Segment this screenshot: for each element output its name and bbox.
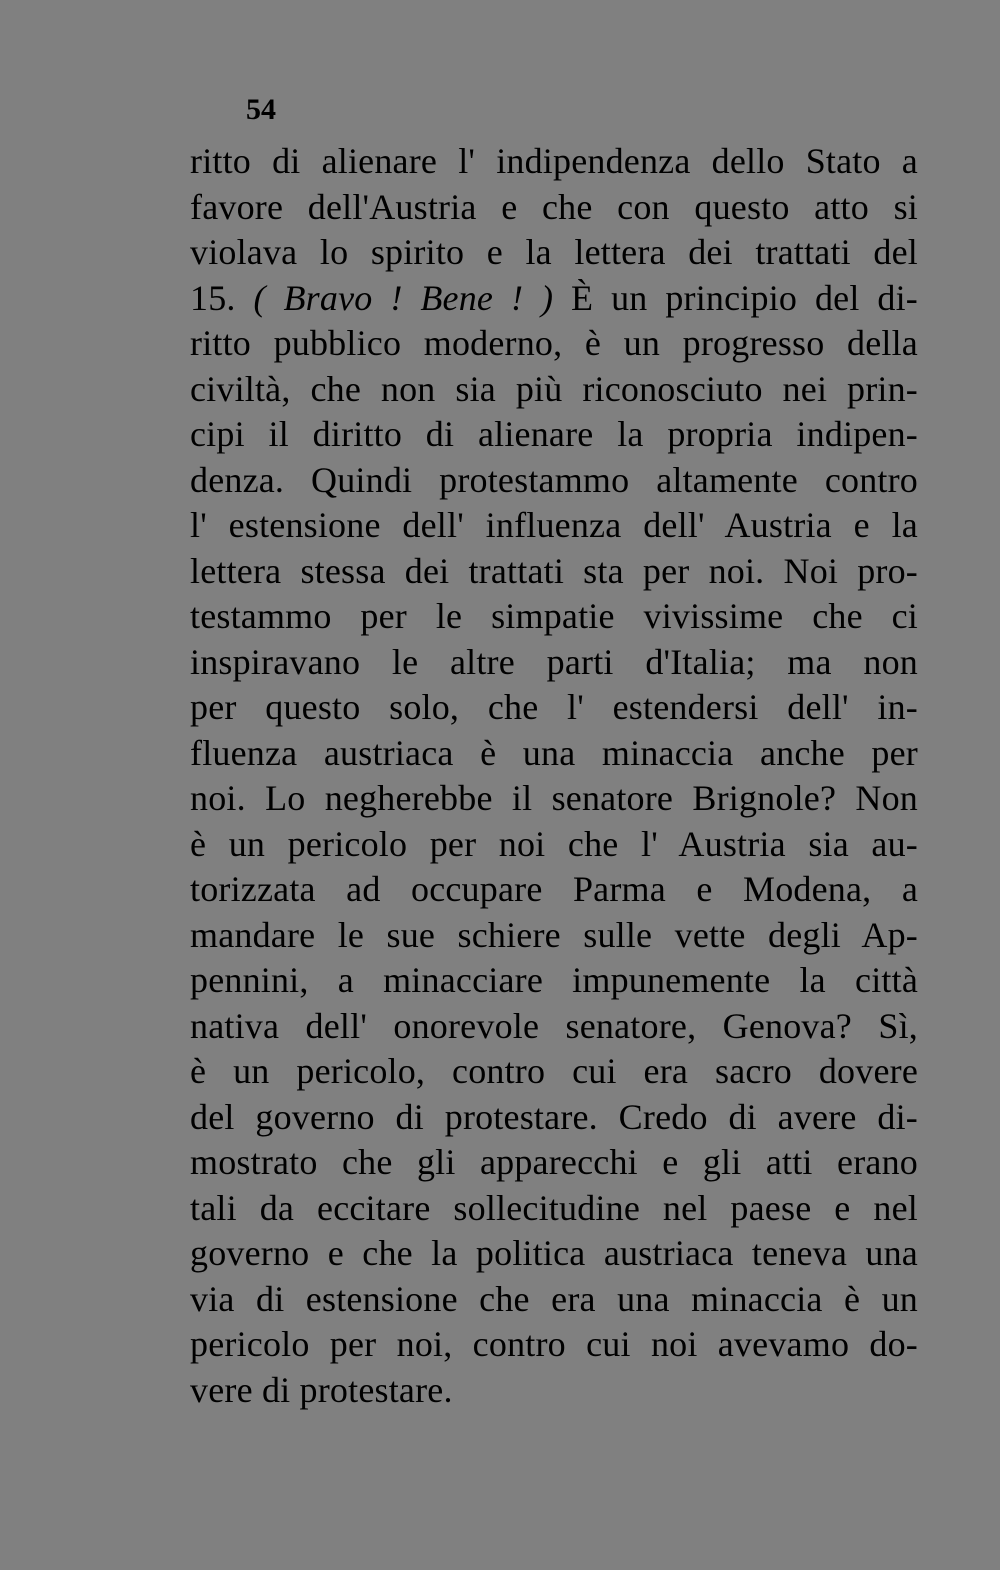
text-line: nativa dell' onorevole senatore, Genova? Sì, <box>190 1005 918 1046</box>
text-line: pennini, a minacciare impunemente la città <box>190 960 918 1000</box>
text-line: denza. Quindi protestammo altamente contro <box>190 459 918 500</box>
text-line: fluenza austriaca è una minaccia anche per <box>190 732 918 773</box>
text-line: per questo solo, che l' estendersi dell' in- <box>190 687 918 727</box>
text-line: ritto di alienare l' indipendenza dello Stato a <box>190 141 918 181</box>
text-line: lettera stessa dei trattati sta per noi. Noi pro- <box>190 550 918 591</box>
text-line: l' estensione dell' influenza dell' Austria e la <box>190 505 918 545</box>
body-text <box>190 139 918 1413</box>
text-line: 15. ( Bravo ! Bene ! ) È un principio del di- <box>190 277 918 318</box>
text-line: noi. Lo negherebbe il senatore Brignole? Non <box>190 778 918 818</box>
text-line: è un pericolo, contro cui era sacro dovere <box>190 1051 918 1091</box>
text-line: favore dell'Austria e che con questo atto si <box>190 186 918 227</box>
text-line: civiltà, che non sia più riconosciuto nei prin- <box>190 368 918 409</box>
text-line: testammo per le simpatie vivissime che ci <box>190 596 918 636</box>
text-line: via di estensione che era una minaccia è un <box>190 1278 918 1319</box>
text-line: vere di protestare. <box>190 1369 453 1410</box>
page-number: 54 <box>246 93 276 126</box>
text-line: torizzata ad occupare Parma e Modena, a <box>190 869 918 909</box>
text-line: ritto pubblico moderno, è un progresso della <box>190 323 918 363</box>
text-line: governo e che la politica austriaca teneva una <box>190 1233 918 1273</box>
text-line: mandare le sue schiere sulle vette degli Ap- <box>190 914 918 955</box>
text-line: è un pericolo per noi che l' Austria sia au- <box>190 823 918 864</box>
text-line: del governo di protestare. Credo di avere di- <box>190 1096 918 1137</box>
text-line: tali da eccitare sollecitudine nel paese e nel <box>190 1187 918 1228</box>
text-line: inspiravano le altre parti d'Italia; ma non <box>190 641 918 682</box>
text-line: pericolo per noi, contro cui noi avevamo do- <box>190 1324 918 1364</box>
interjection: ( Bravo ! Bene ! ) <box>253 277 554 318</box>
text-line: violava lo spirito e la lettera dei trattati del <box>190 232 918 272</box>
text-line: cipi il diritto di alienare la propria indipen- <box>190 414 918 454</box>
text-line: mostrato che gli apparecchi e gli atti erano <box>190 1142 918 1182</box>
